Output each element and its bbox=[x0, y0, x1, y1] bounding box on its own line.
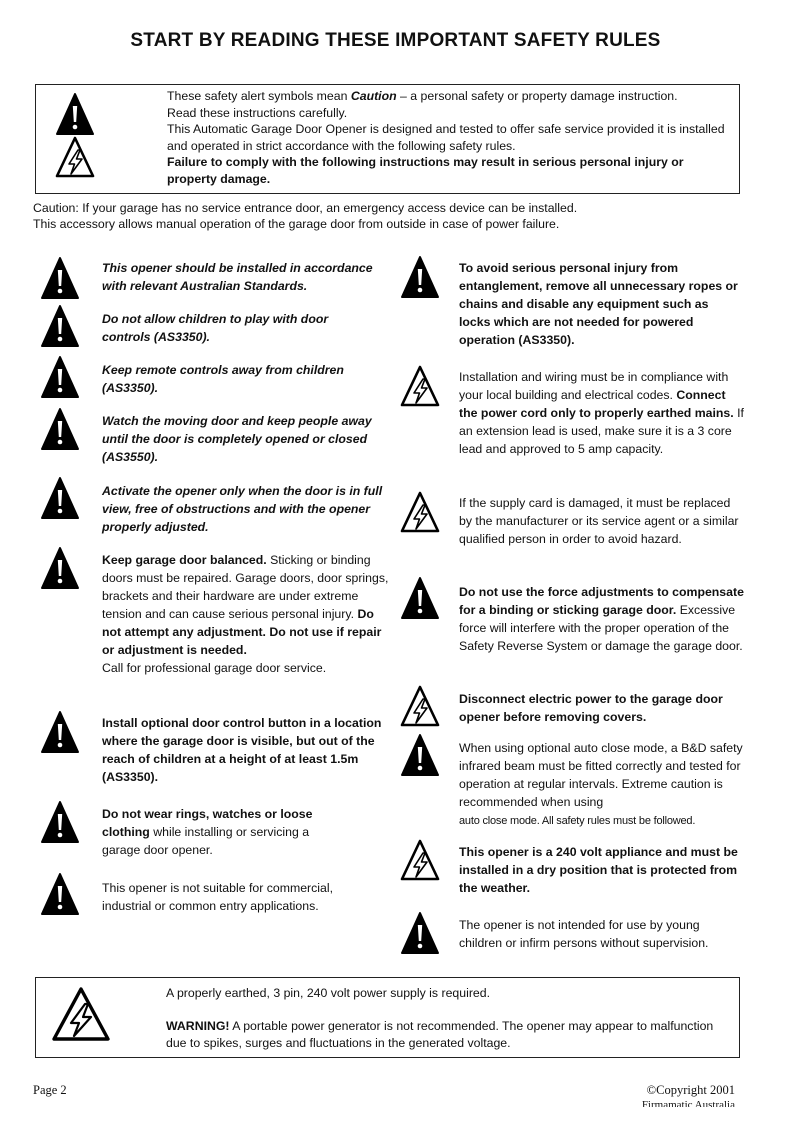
rule-text: Do not use the force adjustments to compensate for a binding or sticking garage door. Excessive force will interfere with the proper operation of the Safety Reverse System or damage the garage door. bbox=[459, 585, 744, 653]
rule-text: Disconnect electric power to the garage door opener before removing covers. bbox=[459, 692, 723, 724]
rule-text: Installation and wiring must be in compliance with your local building and electrical codes. Connect the power cord only to properly earthed mains. If an extension lead is used, make sure it is a 3 core lead and approved to 5 amp capacity. bbox=[459, 370, 744, 456]
warning-icon bbox=[400, 733, 440, 777]
warning-icon bbox=[55, 92, 95, 136]
electric-hazard-icon bbox=[51, 986, 111, 1042]
rule-text: To avoid serious personal injury from entanglement, remove all unnecessary ropes or chains and disable any equipment such as locks which are not needed for powered operation (AS3350). bbox=[459, 261, 738, 347]
rule-text: If the supply card is damaged, it must be replaced by the manufacturer or its service agent or a similar qualified person in order to avoid hazard. bbox=[459, 496, 739, 546]
rule-text: This opener is not suitable for commercial, industrial or common entry applications. bbox=[102, 881, 334, 913]
copyright: ©Copyright 2001 Firmamatic Australia bbox=[641, 1083, 735, 1107]
electric-hazard-icon bbox=[400, 838, 440, 882]
rule-text: Do not wear rings, watches or loose clothing while installing or servicing a garage door opener. bbox=[102, 807, 313, 857]
rule-text: This opener is a 240 volt appliance and must be installed in a dry position that is protected from the weather. bbox=[459, 845, 738, 895]
generator-warning: WARNING! A portable power generator is not recommended. The opener may appear to malfunction due to spikes, surges and fluctuations in the generated voltage. bbox=[166, 1019, 714, 1050]
warning-icon bbox=[40, 355, 80, 399]
power-supply-box bbox=[35, 977, 740, 1058]
page-title: START BY READING THESE IMPORTANT SAFETY RULES bbox=[130, 30, 661, 51]
rule-text: Keep remote controls away from children (AS3350). bbox=[102, 363, 344, 395]
warning-icon bbox=[400, 576, 440, 620]
rule-text: This opener should be installed in accordance with relevant Australian Standards. bbox=[102, 261, 373, 293]
warning-icon bbox=[40, 304, 80, 348]
warning-icon bbox=[40, 710, 80, 754]
symbols-explanation: These safety alert symbols mean Caution – a personal safety or property damage instruction. Read these instructions carefully. This Automatic Garage Door Opener is designed and tested to offer safe service provided it is installed and operated in strict accordance with the following safety rules. Failure to comply with the following instructions may result in serious personal injury or property damage. bbox=[167, 89, 725, 186]
emergency-access-note: Caution: If your garage has no service entrance door, an emergency access device can be installed. This accessory allows manual operation of the garage door from outside in case of power failure. bbox=[33, 201, 578, 231]
page-number: Page 2 bbox=[33, 1083, 67, 1097]
warning-icon bbox=[40, 800, 80, 844]
warning-icon bbox=[400, 911, 440, 955]
electric-hazard-icon bbox=[400, 684, 440, 728]
rule-text: Keep garage door balanced. Sticking or binding doors must be repaired. Garage doors, door springs, brackets and their hardware are under extreme tension and can cause serious personal injury. Do not attempt any adjustment. Do not use if repair or adjustment is needed. Call for professional garage door service. bbox=[102, 553, 389, 675]
power-supply-text: A properly earthed, 3 pin, 240 volt power supply is required. bbox=[166, 986, 491, 1000]
rule-text: When using optional auto close mode, a B&D safety infrared beam must be fitted correctly and tested for operation at regular intervals. Extreme caution is recommended when using auto close mode. All safety rules must be followed. bbox=[459, 741, 743, 827]
rule-text: Install optional door control button in a location where the garage door is visible, but out of the reach of children at a height of at least 1.5m (AS3350). bbox=[102, 716, 382, 784]
warning-icon bbox=[40, 256, 80, 300]
electric-hazard-icon bbox=[400, 364, 440, 408]
warning-icon bbox=[40, 476, 80, 520]
warning-icon bbox=[40, 546, 80, 590]
electric-hazard-icon bbox=[400, 490, 440, 534]
rule-text: Do not allow children to play with door controls (AS3350). bbox=[102, 312, 329, 344]
warning-icon bbox=[40, 872, 80, 916]
safety-symbols-box bbox=[35, 84, 740, 194]
warning-icon bbox=[400, 255, 440, 299]
rule-text: Watch the moving door and keep people away until the door is completely opened or closed (AS3550). bbox=[102, 414, 372, 464]
rule-text: Activate the opener only when the door is in full view, free of obstructions and with the opener properly adjusted. bbox=[102, 484, 383, 534]
warning-icon bbox=[40, 407, 80, 451]
rule-text: The opener is not intended for use by young children or infirm persons without supervision. bbox=[459, 918, 709, 950]
electric-hazard-icon bbox=[55, 135, 95, 179]
